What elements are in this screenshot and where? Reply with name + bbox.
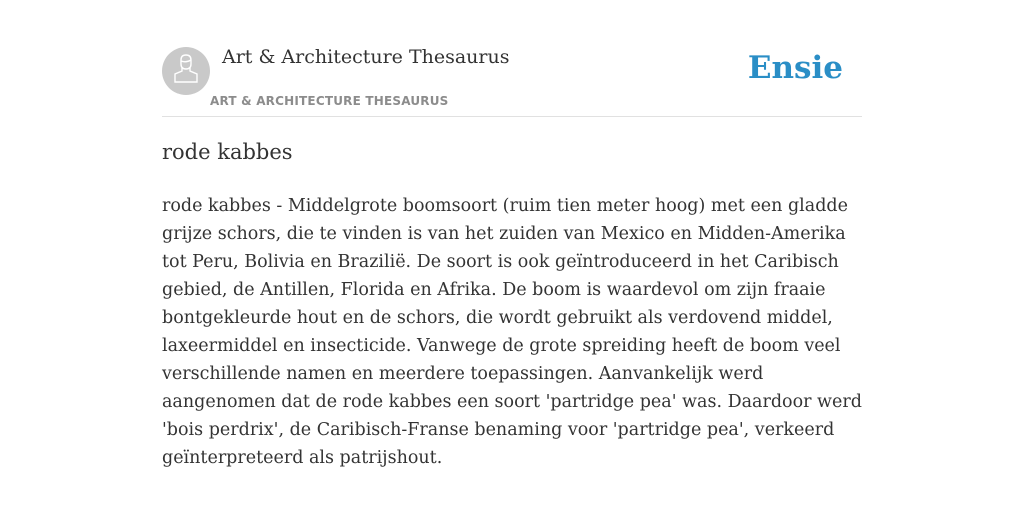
user-icon	[173, 54, 199, 89]
source-title[interactable]: Art & Architecture Thesaurus	[222, 46, 510, 68]
page-title: rode kabbes	[162, 140, 293, 164]
definition-text: rode kabbes - Middelgrote boomsoort (ruim tien meter hoog) met een gladde grijze schors, die te vinden is van het zuiden van Mexico en Midden-Amerika tot Peru, Bolivia en Brazilië. De soort is ook geïntroduceerd in het Caribisch gebied, de Antillen, Florida en Afrika. De boom is waardevol om zijn fraaie bontgekleurde hout en de schors, die wordt gebruikt als verdovend middel, laxeermiddel en insecticide. Vanwege de grote spreiding heeft de boom veel verschillende namen en meerdere toepassingen. Aanvankelijk werd aangenomen dat de rode kabbes een soort 'partridge pea' was. Daardoor werd 'bois perdrix', de Caribisch-Franse benaming voor 'partridge pea', verkeerd geïnterpreteerd als patrijshout.	[162, 196, 862, 468]
brand-logo[interactable]: Ensie	[747, 50, 843, 86]
source-subtitle[interactable]: ART & ARCHITECTURE THESAURUS	[210, 94, 449, 108]
header	[162, 46, 862, 117]
avatar[interactable]	[162, 47, 210, 95]
